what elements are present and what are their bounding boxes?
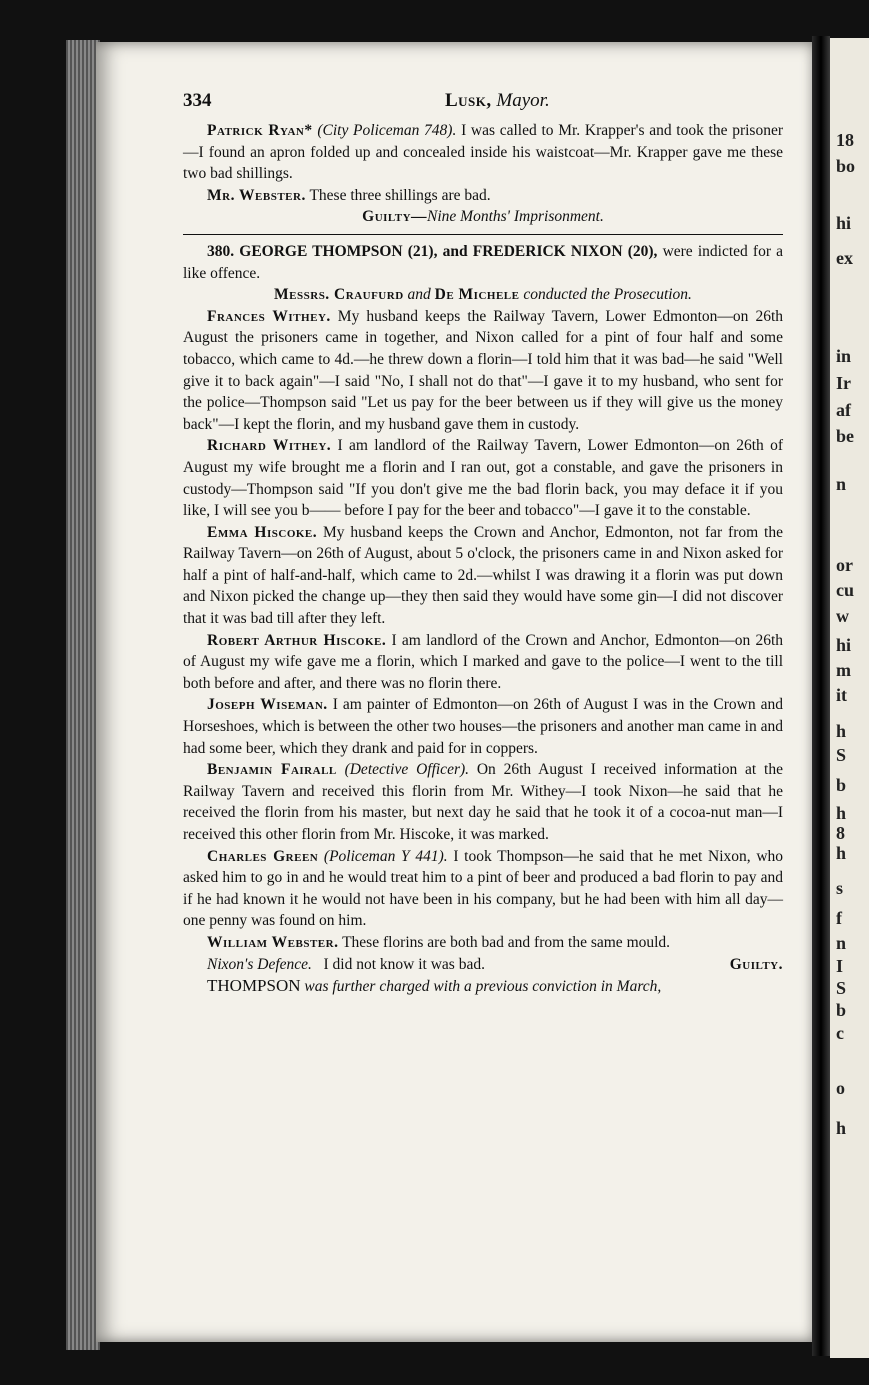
testimony-text: I took Thompson—he said that he met Nixon, who asked him to go in and he would treat him to a pint of beer and produced a bad florin to pay and if he had known it he would not have been in his company, but he had been with him all day—one penny was found on him. bbox=[183, 847, 784, 930]
speaker-name: Richard Withey. bbox=[207, 437, 332, 455]
testimony-paragraph bbox=[183, 846, 783, 932]
facing-page-letters: h bbox=[836, 803, 847, 823]
case-title: 380. GEORGE THOMPSON (21), and FREDERICK NIXON (20), bbox=[207, 242, 658, 260]
testimony-text: My husband keeps the Crown and Anchor, Edmonton, not far from the Railway Tavern—on 26th of August, about 5 o'clock, the prisoners came in and Nixon asked for half a pint of half-and-half, which came to 2d.—whilst I was drawing it a florin was put down and Nixon picked the change up—they then said they would have some gin—I did not discover that it was bad till after they left. bbox=[183, 523, 783, 628]
testimony-text: My husband keeps the Railway Tavern, Lower Edmonton—on 26th August the prisoners came in together, and Nixon called for a pint of four half and some tobacco, which came to 4d.—he threw down a florin—I told him that it was bad—he said "Well give it to back again"—I said "No, I shall not do that"—I gave it to my husband, who sent for the police—Thompson said "Let us pay for the beer between us if they will give us the money back"—I kept the florin, and my husband gave them in custody. bbox=[183, 307, 784, 433]
facing-page-letters: af bbox=[836, 400, 851, 420]
speaker-name: Joseph Wiseman. bbox=[207, 696, 328, 714]
testimony-text: I am landlord of the Crown and Anchor, Edmonton—on 26th of August my wife gave me a florin, which I marked and gave to the police—I went to the till both before and after, and there was no florin there. bbox=[183, 631, 784, 692]
speaker-name: Frances Withey. bbox=[207, 307, 331, 325]
book-gutter bbox=[812, 36, 830, 1356]
sentence: Nine Months' Imprisonment. bbox=[427, 208, 604, 226]
speaker-name: Emma Hiscoke. bbox=[207, 523, 318, 541]
verdict-line bbox=[183, 206, 783, 228]
page-header bbox=[183, 86, 783, 120]
facing-page-letters: it bbox=[836, 685, 847, 705]
testimony-paragraph bbox=[183, 630, 783, 695]
testimony-paragraph bbox=[183, 306, 783, 436]
facing-page-letters: o bbox=[836, 1078, 845, 1098]
facing-page-letters: ex bbox=[836, 248, 853, 268]
testimony-list bbox=[183, 306, 783, 954]
page-number: 334 bbox=[183, 90, 212, 111]
testimony-paragraph bbox=[183, 522, 783, 630]
defence-verdict: Guilty. bbox=[729, 955, 783, 973]
running-name: Lusk, bbox=[445, 90, 492, 111]
speaker-role: (Policeman Y 441). bbox=[323, 847, 448, 865]
testimony-text: These florins are both bad and from the same mould. bbox=[342, 933, 671, 951]
case-heading bbox=[183, 241, 783, 284]
facing-page-letters: S bbox=[836, 978, 847, 998]
testimony-text: On 26th August I received information at the Railway Tavern and received this florin from Mr. Withey—I took Nixon—he said that he received the florin from his master, but next day he said that he took it of a cocoa-nut man—I received this other florin from Mr. Hiscoke, it was marked. bbox=[183, 761, 783, 843]
facing-page-letters: c bbox=[836, 1023, 844, 1043]
speaker-name: William Webster. bbox=[207, 933, 339, 951]
speaker-name: Patrick Ryan* bbox=[207, 122, 313, 139]
facing-page-letters: b bbox=[836, 775, 847, 795]
prosecution-line bbox=[183, 284, 783, 306]
speaker-name: Mr. Webster. bbox=[207, 186, 306, 204]
testimony-paragraph bbox=[183, 694, 783, 759]
facing-page-letters: 8 bbox=[836, 823, 845, 843]
facing-page-letters: hi bbox=[836, 213, 852, 233]
running-head bbox=[445, 90, 550, 112]
defence-line bbox=[183, 954, 783, 976]
facing-page-letters: h bbox=[836, 721, 847, 741]
case-heading-rest: were indicted for a like offence. bbox=[183, 242, 784, 282]
testimony-text: I am landlord of the Railway Tavern, Lower Edmonton—on 26th of August my wife brought me a florin and I ran out, got a constable, and gave the prisoners in custody—Thompson said "If you don't give me the bad florin back, you may deface it if you like, I will see you b—— before I pay for the beer and tobacco"—I gave it to the constable. bbox=[183, 437, 783, 520]
defence-text: I did not know it was bad. bbox=[323, 955, 485, 973]
testimony-text: These three shillings are bad. bbox=[309, 186, 491, 204]
facing-page-letters: n bbox=[836, 933, 847, 953]
final-text: was further charged with a previous conviction in March, bbox=[304, 978, 662, 996]
facing-page-letters: f bbox=[836, 908, 842, 928]
facing-page-letters: 18 bbox=[836, 130, 854, 150]
facing-page-letters: h bbox=[836, 843, 847, 863]
prosecution-and: and bbox=[407, 286, 431, 304]
section-divider bbox=[183, 234, 783, 235]
facing-page-letters: m bbox=[836, 660, 851, 680]
facing-page-letters: S bbox=[836, 745, 847, 765]
facing-page-letters: w bbox=[836, 606, 849, 626]
facing-page-letters: hi bbox=[836, 635, 852, 655]
testimony-paragraph bbox=[183, 185, 783, 207]
testimony-paragraph bbox=[183, 932, 783, 954]
speaker-name: Charles Green bbox=[207, 847, 319, 865]
speaker-name: Benjamin Fairall bbox=[207, 761, 337, 779]
facing-page-letters: s bbox=[836, 878, 844, 898]
page-text bbox=[183, 86, 783, 998]
facing-page-letters: h bbox=[836, 1118, 847, 1138]
testimony-text: I am painter of Edmonton—on 26th of August I was in the Crown and Horseshoes, which is between the other two houses—the prisoners and another man came in and had some beer, which they drank and paid for in coppers. bbox=[183, 696, 784, 757]
testimony-paragraph bbox=[183, 759, 783, 845]
facing-page-letters: I bbox=[836, 956, 844, 976]
speaker-name: Robert Arthur Hiscoke. bbox=[207, 631, 387, 649]
final-line bbox=[183, 975, 783, 998]
facing-page-letters: bo bbox=[836, 156, 856, 176]
facing-page-letters: b bbox=[836, 1000, 847, 1020]
facing-page-letters: n bbox=[836, 474, 847, 494]
speaker-role: (Detective Officer). bbox=[344, 761, 470, 779]
prosecution-counsel: Messrs. Craufurd bbox=[274, 286, 404, 304]
testimony-paragraph bbox=[183, 120, 783, 185]
facing-page-letters: be bbox=[836, 426, 854, 446]
facing-page-letters: in bbox=[836, 346, 852, 366]
final-name: THOMPSON bbox=[207, 976, 301, 996]
prosecution-counsel-2: De Michele bbox=[434, 286, 520, 304]
defence-label: Nixon's Defence. bbox=[207, 955, 312, 973]
testimony-text: I was called to Mr. Krapper's and took the prisoner—I found an apron folded up and concealed inside his waistcoat—Mr. Krapper gave me these two bad shillings. bbox=[183, 122, 783, 183]
page-edges bbox=[66, 40, 100, 1350]
facing-page-letters: cu bbox=[836, 580, 854, 600]
testimony-paragraph bbox=[183, 435, 783, 521]
facing-page-letters: Ir bbox=[836, 373, 851, 393]
prosecution-text: conducted the Prosecution. bbox=[523, 286, 692, 304]
facing-page-letters: or bbox=[836, 555, 853, 575]
running-title: Mayor. bbox=[496, 90, 550, 111]
facing-page-fragment bbox=[830, 38, 869, 1358]
speaker-role: (City Policeman 748). bbox=[317, 122, 457, 139]
verdict-label: Guilty— bbox=[362, 208, 428, 226]
